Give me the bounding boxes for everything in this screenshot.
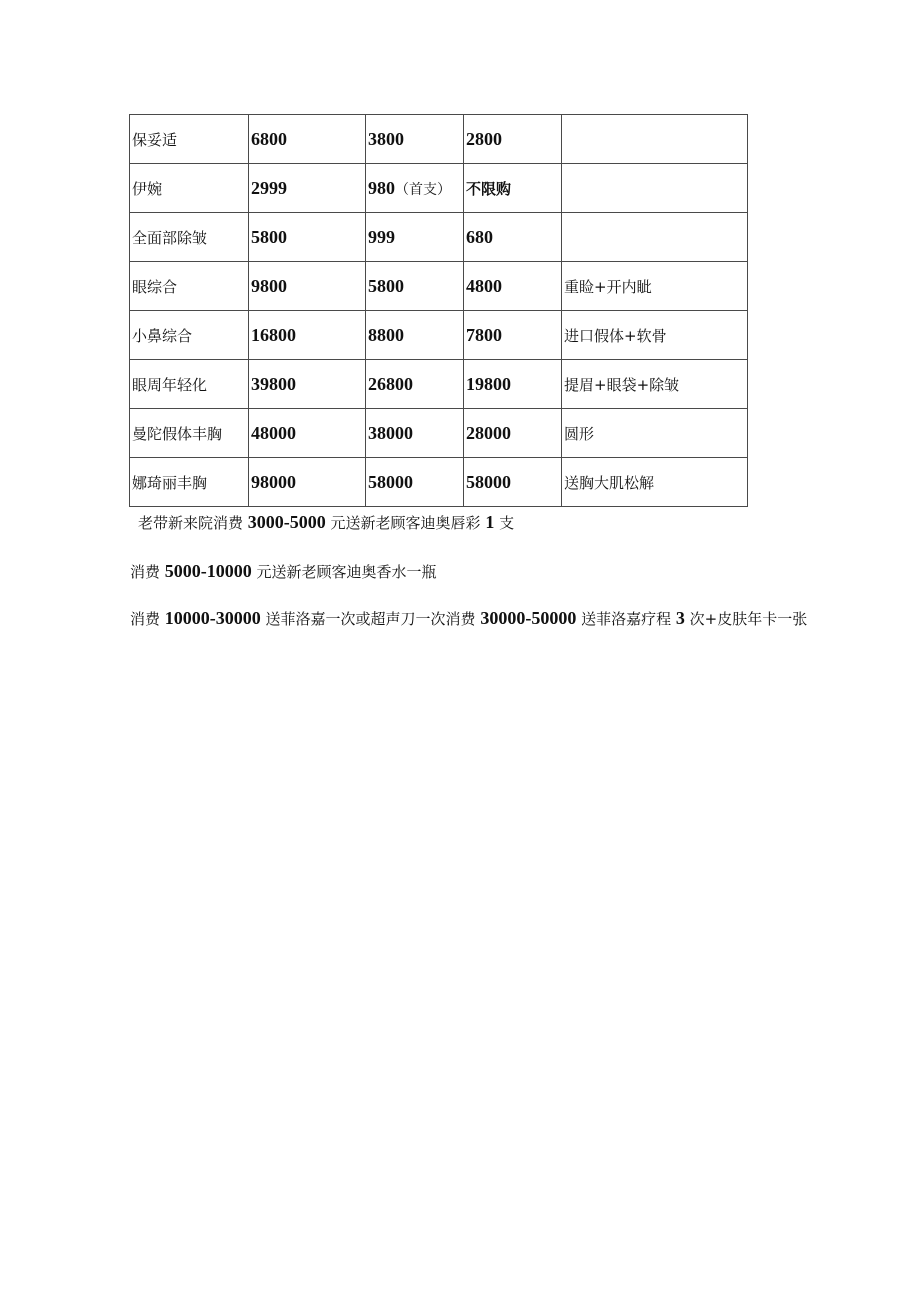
price-2 (366, 360, 464, 409)
price-2-value: 980 (368, 177, 395, 198)
table-row (130, 164, 748, 213)
item-name: 伊婉 (130, 164, 249, 213)
promo-text: 支 (494, 514, 515, 532)
table-row (130, 409, 748, 458)
original-price: 39800 (249, 360, 366, 409)
promo-text: 老带新来院消费 (138, 514, 248, 532)
original-price: 98000 (249, 458, 366, 507)
price-3-value: 2800 (466, 128, 502, 149)
promo-amount: 3000-5000 (247, 512, 326, 532)
price-3 (464, 115, 562, 164)
price-2 (366, 458, 464, 507)
original-price: 48000 (249, 409, 366, 458)
promo-amount: 10000-30000 (164, 608, 261, 628)
item-name: 眼周年轻化 (130, 360, 249, 409)
promo-text: 元送新老顾客迪奥唇彩 (325, 514, 486, 532)
price-3-value: 4800 (466, 275, 502, 296)
promo-count: 1 (485, 512, 495, 532)
price-2-note: （首支） (395, 181, 451, 198)
promo-line-referral (138, 512, 514, 533)
price-3 (464, 311, 562, 360)
promo-text: 消费 (130, 563, 165, 581)
original-price: 16800 (249, 311, 366, 360)
price-2 (366, 115, 464, 164)
item-note: 送胸大肌松解 (562, 458, 748, 507)
item-note (562, 164, 748, 213)
promo-line-perfume (130, 561, 437, 582)
promo-count: 3 (675, 608, 685, 628)
price-2-value: 5800 (368, 275, 404, 296)
price-2-value: 3800 (368, 128, 404, 149)
promo-text: 元送新老顾客迪奥香水一瓶 (251, 563, 437, 581)
price-2 (366, 164, 464, 213)
price-3 (464, 409, 562, 458)
price-3 (464, 164, 562, 213)
price-3 (464, 360, 562, 409)
item-note (562, 213, 748, 262)
promo-text: 消费 (130, 610, 165, 628)
price-2-value: 8800 (368, 324, 404, 345)
item-note (562, 115, 748, 164)
promo-text: 送菲洛嘉一次或超声刀一次消费 (260, 610, 481, 628)
promo-amount: 5000-10000 (164, 561, 252, 581)
table-row (130, 360, 748, 409)
original-price: 2999 (249, 164, 366, 213)
item-note: 提眉+眼袋+除皱 (562, 360, 748, 409)
price-2 (366, 262, 464, 311)
price-2-value: 26800 (368, 373, 413, 394)
price-3-text: 不限购 (466, 179, 512, 198)
item-note: 重睑+开内眦 (562, 262, 748, 311)
price-2-value: 38000 (368, 422, 413, 443)
table-row (130, 115, 748, 164)
promo-amount: 30000-50000 (480, 608, 577, 628)
item-name: 全面部除皱 (130, 213, 249, 262)
table-row (130, 458, 748, 507)
item-name: 曼陀假体丰胸 (130, 409, 249, 458)
item-name: 眼综合 (130, 262, 249, 311)
promo-text: 送菲洛嘉疗程 (576, 610, 676, 628)
original-price: 9800 (249, 262, 366, 311)
price-3-value: 7800 (466, 324, 502, 345)
original-price: 5800 (249, 213, 366, 262)
table-row (130, 262, 748, 311)
item-name: 娜琦丽丰胸 (130, 458, 249, 507)
price-3 (464, 213, 562, 262)
price-2 (366, 409, 464, 458)
table-row (130, 311, 748, 360)
price-2-value: 58000 (368, 471, 413, 492)
price-table (129, 114, 748, 507)
item-name: 保妥适 (130, 115, 249, 164)
original-price: 6800 (249, 115, 366, 164)
price-2 (366, 213, 464, 262)
item-note: 进口假体+软骨 (562, 311, 748, 360)
price-3 (464, 262, 562, 311)
table-row (130, 213, 748, 262)
price-3-value: 680 (466, 226, 493, 247)
price-3-value: 58000 (466, 471, 511, 492)
item-note: 圆形 (562, 409, 748, 458)
item-name: 小鼻综合 (130, 311, 249, 360)
price-3-value: 28000 (466, 422, 511, 443)
promo-line-treatment (130, 608, 807, 629)
price-3-value: 19800 (466, 373, 511, 394)
price-2-value: 999 (368, 226, 395, 247)
promo-text: 次+皮肤年卡一张 (684, 610, 808, 628)
price-2 (366, 311, 464, 360)
price-3 (464, 458, 562, 507)
